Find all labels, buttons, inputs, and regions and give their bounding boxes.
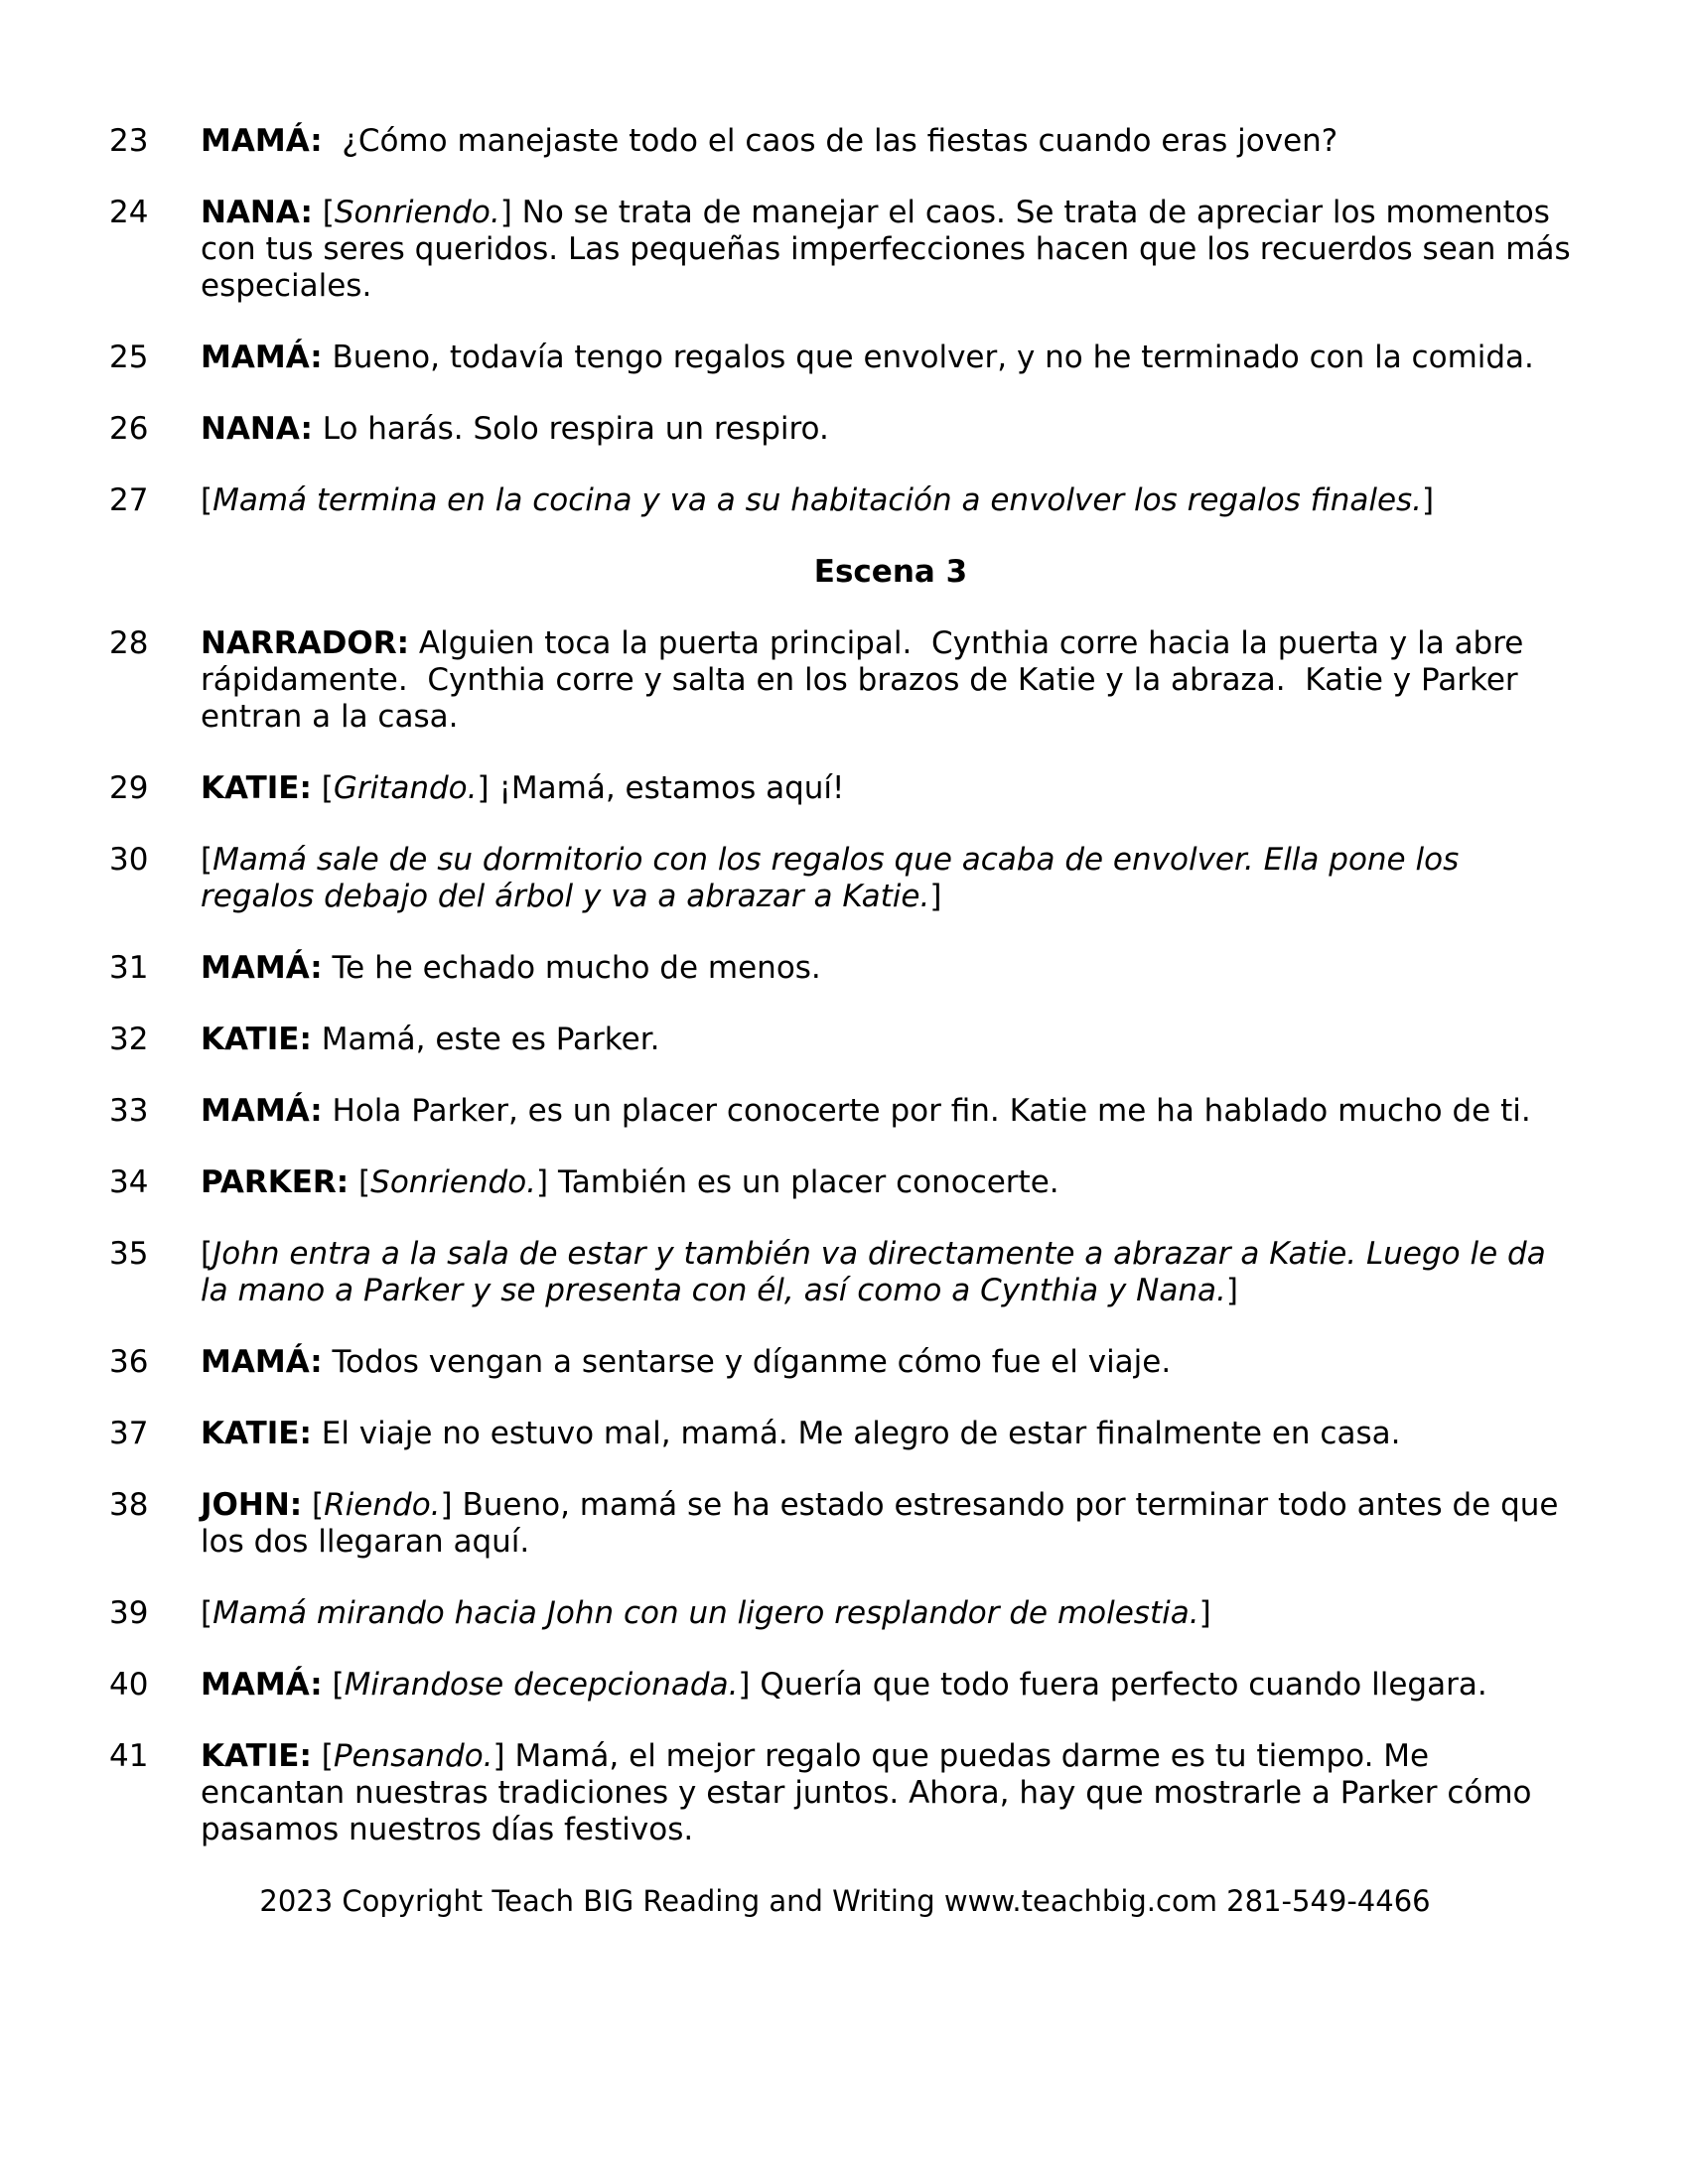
dialogue-text: ] También es un placer conocerte. (536, 1164, 1059, 1200)
dialogue-text: Te he echado mucho de menos. (322, 950, 821, 986)
stage-direction: Pensando. (333, 1738, 493, 1774)
dialogue-text: ] (929, 879, 942, 914)
script-lines (109, 123, 1581, 1848)
line-content (201, 123, 1337, 160)
script-line (109, 411, 1581, 448)
dialogue-text: ] Mamá, el mejor regalo que puedas darme es tu tiempo. Me encantan nuestras tradiciones y estar juntos. Ahora, hay que mostrarle a Parker cómo pasamos nuestros días festivos. (201, 1738, 1542, 1847)
dialogue-text: Alguien toca la puerta principal. Cynthia corre hacia la puerta y la abre rápidamente. Cynthia corre y salta en los brazos de Katie y la abraza. Katie y Parker entran a la casa. (201, 625, 1534, 735)
line-number: 26 (109, 411, 149, 447)
dialogue-text: [ (322, 1667, 345, 1703)
script-line (109, 1416, 1581, 1452)
speaker-name: KATIE: (201, 1738, 312, 1774)
page-footer: 2023 Copyright Teach BIG Reading and Writing www.teachbig.com 281-549-4466 (259, 1884, 1431, 1918)
line-number: 25 (109, 340, 149, 375)
script-line (109, 123, 1581, 160)
dialogue-text: ] ¡Mamá, estamos aquí! (477, 770, 845, 806)
line-content (201, 770, 844, 807)
line-number: 40 (109, 1667, 149, 1703)
dialogue-text: ¿Cómo manejaste todo el caos de las fiestas cuando eras joven? (322, 123, 1338, 159)
script-line (109, 195, 1581, 305)
dialogue-text: Mamá, este es Parker. (311, 1022, 660, 1057)
line-content (201, 1487, 1581, 1561)
dialogue-text: Todos vengan a sentarse y díganme cómo fue el viaje. (322, 1344, 1172, 1380)
script-line (109, 1487, 1581, 1561)
stage-direction: John entra a la sala de estar y también va directamente a abrazar a Katie. Luego le da la mano a Parker y se presenta con él, así como a Cynthia y Nana. (201, 1236, 1556, 1308)
stage-direction: Mamá sale de su dormitorio con los regalos que acaba de envolver. Ella pone los regalos debajo del árbol y va a abrazar a Katie. (201, 842, 1470, 914)
dialogue-text: ] (1225, 1273, 1238, 1308)
dialogue-text: ] (1422, 482, 1435, 518)
line-content (201, 1093, 1531, 1130)
line-content (201, 1344, 1171, 1381)
stage-direction: Gritando. (333, 770, 478, 806)
line-number: 39 (109, 1595, 149, 1631)
dialogue-text: [ (311, 770, 334, 806)
line-number: 41 (109, 1738, 149, 1774)
line-number: 30 (109, 842, 149, 878)
script-line (109, 1595, 1581, 1632)
line-content (201, 340, 1534, 376)
speaker-name: MAMÁ: (201, 1667, 323, 1703)
line-content (201, 1595, 1211, 1632)
script-line (109, 1344, 1581, 1381)
line-content (201, 1236, 1581, 1309)
speaker-name: NANA: (201, 195, 313, 230)
line-content (201, 1164, 1059, 1201)
line-number: 34 (109, 1164, 149, 1200)
line-number: 31 (109, 950, 149, 986)
dialogue-text: [ (201, 1236, 213, 1272)
script-line (109, 1093, 1581, 1130)
line-content (201, 411, 829, 448)
line-content (201, 1022, 659, 1058)
dialogue-text: ] (1198, 1595, 1211, 1631)
dialogue-text: [ (302, 1487, 325, 1523)
line-number: 37 (109, 1416, 149, 1451)
speaker-name: MAMÁ: (201, 340, 323, 375)
dialogue-text: El viaje no estuvo mal, mamá. Me alegro de estar finalmente en casa. (311, 1416, 1401, 1451)
speaker-name: NANA: (201, 411, 313, 447)
dialogue-text: [ (201, 1595, 213, 1631)
script-line (109, 842, 1581, 915)
line-number: 35 (109, 1236, 149, 1272)
speaker-name: MAMÁ: (201, 1093, 323, 1129)
script-line (109, 1164, 1581, 1201)
dialogue-text: Lo harás. Solo respira un respiro. (312, 411, 829, 447)
script-line (109, 1738, 1581, 1848)
speaker-name: KATIE: (201, 770, 312, 806)
stage-direction: Riendo. (324, 1487, 441, 1523)
script-line (109, 1022, 1581, 1058)
line-content (201, 1738, 1581, 1848)
line-number: 28 (109, 625, 149, 661)
line-content (201, 1667, 1487, 1704)
script-line (109, 625, 1581, 736)
speaker-name: NARRADOR: (201, 625, 410, 661)
line-content (201, 1416, 1400, 1452)
dialogue-text: Hola Parker, es un placer conocerte por fin. Katie me ha hablado mucho de ti. (322, 1093, 1531, 1129)
line-content (201, 482, 1434, 519)
line-number: 27 (109, 482, 149, 518)
scene-heading: Escena 3 (813, 554, 968, 590)
speaker-name: JOHN: (201, 1487, 303, 1523)
line-number: 29 (109, 770, 149, 806)
line-content (201, 195, 1581, 305)
line-content (201, 950, 821, 987)
line-number: 33 (109, 1093, 149, 1129)
line-number: 24 (109, 195, 149, 230)
script-line (109, 1236, 1581, 1309)
stage-direction: Mamá mirando hacia John con un ligero resplandor de molestia. (212, 1595, 1199, 1631)
speaker-name: KATIE: (201, 1022, 312, 1057)
stage-direction: Sonriendo. (370, 1164, 537, 1200)
dialogue-text: [ (349, 1164, 371, 1200)
stage-direction: Mamá termina en la cocina y va a su habitación a envolver los regalos finales. (212, 482, 1423, 518)
script-line (109, 340, 1581, 376)
speaker-name: MAMÁ: (201, 950, 323, 986)
script-line (109, 950, 1581, 987)
script-line (109, 1667, 1581, 1704)
line-number: 23 (109, 123, 149, 159)
line-number: 32 (109, 1022, 149, 1057)
dialogue-text: [ (312, 195, 335, 230)
dialogue-text: ] Quería que todo fuera perfecto cuando llegara. (738, 1667, 1487, 1703)
speaker-name: PARKER: (201, 1164, 350, 1200)
line-number: 36 (109, 1344, 149, 1380)
dialogue-text: [ (201, 842, 213, 878)
stage-direction: Mirandose decepcionada. (344, 1667, 739, 1703)
dialogue-text: ] No se trata de manejar el caos. Se trata de apreciar los momentos con tus seres queridos. Las pequeñas imperfecciones hacen que los recuerdos sean más especiales. (201, 195, 1581, 304)
speaker-name: KATIE: (201, 1416, 312, 1451)
line-content (201, 842, 1581, 915)
stage-direction: Sonriendo. (334, 195, 500, 230)
line-content (201, 625, 1581, 736)
speaker-name: MAMÁ: (201, 1344, 323, 1380)
dialogue-text: [ (201, 482, 213, 518)
line-number: 38 (109, 1487, 149, 1523)
script-line (109, 770, 1581, 807)
dialogue-text: Bueno, todavía tengo regalos que envolver, y no he terminado con la comida. (322, 340, 1534, 375)
script-line (109, 482, 1581, 519)
speaker-name: MAMÁ: (201, 123, 323, 159)
dialogue-text: ] Bueno, mamá se ha estado estresando por terminar todo antes de que los dos llegaran aquí. (201, 1487, 1569, 1560)
dialogue-text: [ (311, 1738, 334, 1774)
